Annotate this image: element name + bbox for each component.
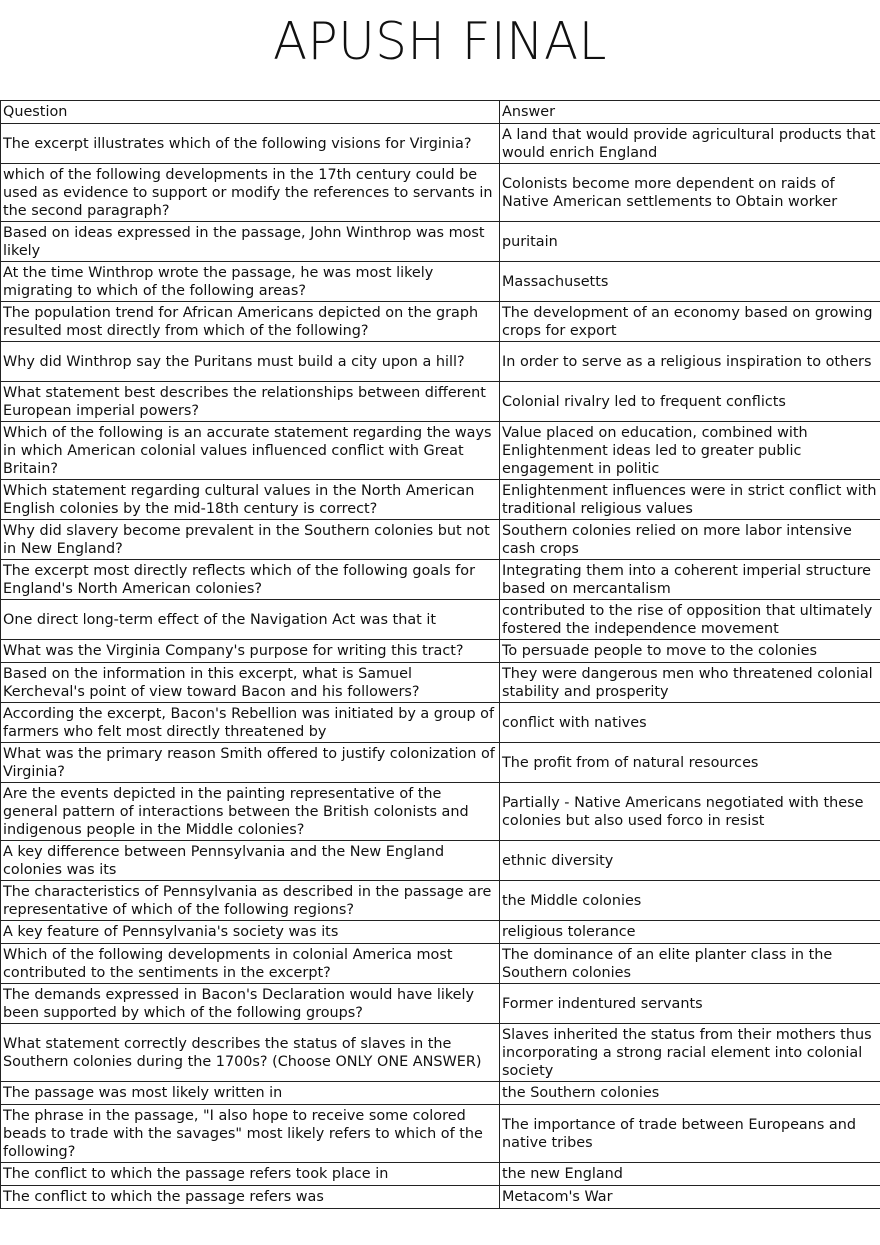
- question-cell: According the excerpt, Bacon's Rebellion was initiated by a group of farmers who felt most directly threatened by: [1, 703, 500, 743]
- question-cell: The population trend for African Americans depicted on the graph resulted most directly from which of the following?: [1, 302, 500, 342]
- answer-cell: puritain: [500, 222, 880, 262]
- table-row: [1, 262, 880, 302]
- table-row: [1, 841, 880, 881]
- question-cell: Which of the following is an accurate statement regarding the ways in which American colonial values influenced conflict with Great Britain?: [1, 422, 500, 480]
- answer-cell: Massachusetts: [500, 262, 880, 302]
- table-row: [1, 1163, 880, 1186]
- answer-cell: Southern colonies relied on more labor intensive cash crops: [500, 520, 880, 560]
- table-row: [1, 124, 880, 164]
- answer-cell: the Middle colonies: [500, 881, 880, 921]
- question-cell: Why did slavery become prevalent in the Southern colonies but not in New England?: [1, 520, 500, 560]
- answer-cell: Value placed on education, combined with Enlightenment ideas led to greater public engagement in politic: [500, 422, 880, 480]
- answer-cell: Colonial rivalry led to frequent conflicts: [500, 382, 880, 422]
- question-cell: The demands expressed in Bacon's Declaration would have likely been supported by which of the following groups?: [1, 984, 500, 1024]
- answer-cell: Partially - Native Americans negotiated with these colonies but also used forco in resist: [500, 783, 880, 841]
- question-cell: The conflict to which the passage refers was: [1, 1186, 500, 1209]
- table-row: [1, 164, 880, 222]
- table-row: [1, 600, 880, 640]
- question-cell: The phrase in the passage, "I also hope to receive some colored beads to trade with the savages" most likely refers to which of the following?: [1, 1105, 500, 1163]
- answer-cell: The importance of trade between Europeans and native tribes: [500, 1105, 880, 1163]
- question-cell: Based on ideas expressed in the passage, John Winthrop was most likely: [1, 222, 500, 262]
- answer-cell: Enlightenment influences were in strict conflict with traditional religious values: [500, 480, 880, 520]
- answer-cell: the new England: [500, 1163, 880, 1186]
- answer-cell: the Southern colonies: [500, 1082, 880, 1105]
- table-row: [1, 921, 880, 944]
- question-cell: Are the events depicted in the painting representative of the general pattern of interactions between the British colonists and indigenous people in the Middle colonies?: [1, 783, 500, 841]
- question-cell: A key difference between Pennsylvania and the New England colonies was its: [1, 841, 500, 881]
- question-cell: What statement correctly describes the status of slaves in the Southern colonies during the 1700s? (Choose ONLY ONE ANSWER): [1, 1024, 500, 1082]
- table-row: [1, 1105, 880, 1163]
- page-title: APUSH FINAL: [273, 12, 607, 72]
- table-row: [1, 222, 880, 262]
- answer-cell: conflict with natives: [500, 703, 880, 743]
- answer-cell: Slaves inherited the status from their mothers thus incorporating a strong racial element into colonial society: [500, 1024, 880, 1082]
- question-cell: Why did Winthrop say the Puritans must build a city upon a hill?: [1, 342, 500, 382]
- answer-cell: Metacom's War: [500, 1186, 880, 1209]
- table-row: [1, 640, 880, 663]
- question-cell: Which statement regarding cultural values in the North American English colonies by the mid-18th century is correct?: [1, 480, 500, 520]
- qa-table: [0, 100, 880, 1209]
- table-row: [1, 944, 880, 984]
- table-row: [1, 382, 880, 422]
- question-cell: The passage was most likely written in: [1, 1082, 500, 1105]
- column-header-answer: Answer: [500, 101, 880, 124]
- table-row: [1, 1024, 880, 1082]
- question-cell: One direct long-term effect of the Navigation Act was that it: [1, 600, 500, 640]
- answer-cell: contributed to the rise of opposition that ultimately fostered the independence movement: [500, 600, 880, 640]
- question-cell: What statement best describes the relationships between different European imperial powers?: [1, 382, 500, 422]
- table-row: [1, 783, 880, 841]
- table-header-row: [1, 101, 880, 124]
- question-cell: The excerpt most directly reflects which of the following goals for England's North American colonies?: [1, 560, 500, 600]
- answer-cell: They were dangerous men who threatened colonial stability and prosperity: [500, 663, 880, 703]
- answer-cell: Integrating them into a coherent imperial structure based on mercantalism: [500, 560, 880, 600]
- question-cell: which of the following developments in the 17th century could be used as evidence to support or modify the references to servants in the second paragraph?: [1, 164, 500, 222]
- answer-cell: The dominance of an elite planter class in the Southern colonies: [500, 944, 880, 984]
- column-header-question: Question: [1, 101, 500, 124]
- table-row: [1, 1186, 880, 1209]
- answer-cell: Former indentured servants: [500, 984, 880, 1024]
- question-cell: What was the primary reason Smith offered to justify colonization of Virginia?: [1, 743, 500, 783]
- table-row: [1, 703, 880, 743]
- table-row: [1, 422, 880, 480]
- question-cell: The conflict to which the passage refers took place in: [1, 1163, 500, 1186]
- answer-cell: religious tolerance: [500, 921, 880, 944]
- question-cell: Based on the information in this excerpt, what is Samuel Kercheval's point of view toward Bacon and his followers?: [1, 663, 500, 703]
- table-row: [1, 1082, 880, 1105]
- table-row: [1, 743, 880, 783]
- table-row: [1, 984, 880, 1024]
- question-cell: At the time Winthrop wrote the passage, he was most likely migrating to which of the following areas?: [1, 262, 500, 302]
- answer-cell: A land that would provide agricultural products that would enrich England: [500, 124, 880, 164]
- table-row: [1, 302, 880, 342]
- answer-cell: ethnic diversity: [500, 841, 880, 881]
- answer-cell: Colonists become more dependent on raids of Native American settlements to Obtain worker: [500, 164, 880, 222]
- table-row: [1, 520, 880, 560]
- answer-cell: In order to serve as a religious inspiration to others: [500, 342, 880, 382]
- question-cell: A key feature of Pennsylvania's society was its: [1, 921, 500, 944]
- question-cell: The excerpt illustrates which of the following visions for Virginia?: [1, 124, 500, 164]
- answer-cell: The development of an economy based on growing crops for export: [500, 302, 880, 342]
- question-cell: The characteristics of Pennsylvania as described in the passage are representative of which of the following regions?: [1, 881, 500, 921]
- table-row: [1, 560, 880, 600]
- table-row: [1, 342, 880, 382]
- answer-cell: To persuade people to move to the colonies: [500, 640, 880, 663]
- answer-cell: The profit from of natural resources: [500, 743, 880, 783]
- question-cell: What was the Virginia Company's purpose for writing this tract?: [1, 640, 500, 663]
- table-row: [1, 881, 880, 921]
- table-row: [1, 663, 880, 703]
- question-cell: Which of the following developments in colonial America most contributed to the sentiments in the excerpt?: [1, 944, 500, 984]
- table-row: [1, 480, 880, 520]
